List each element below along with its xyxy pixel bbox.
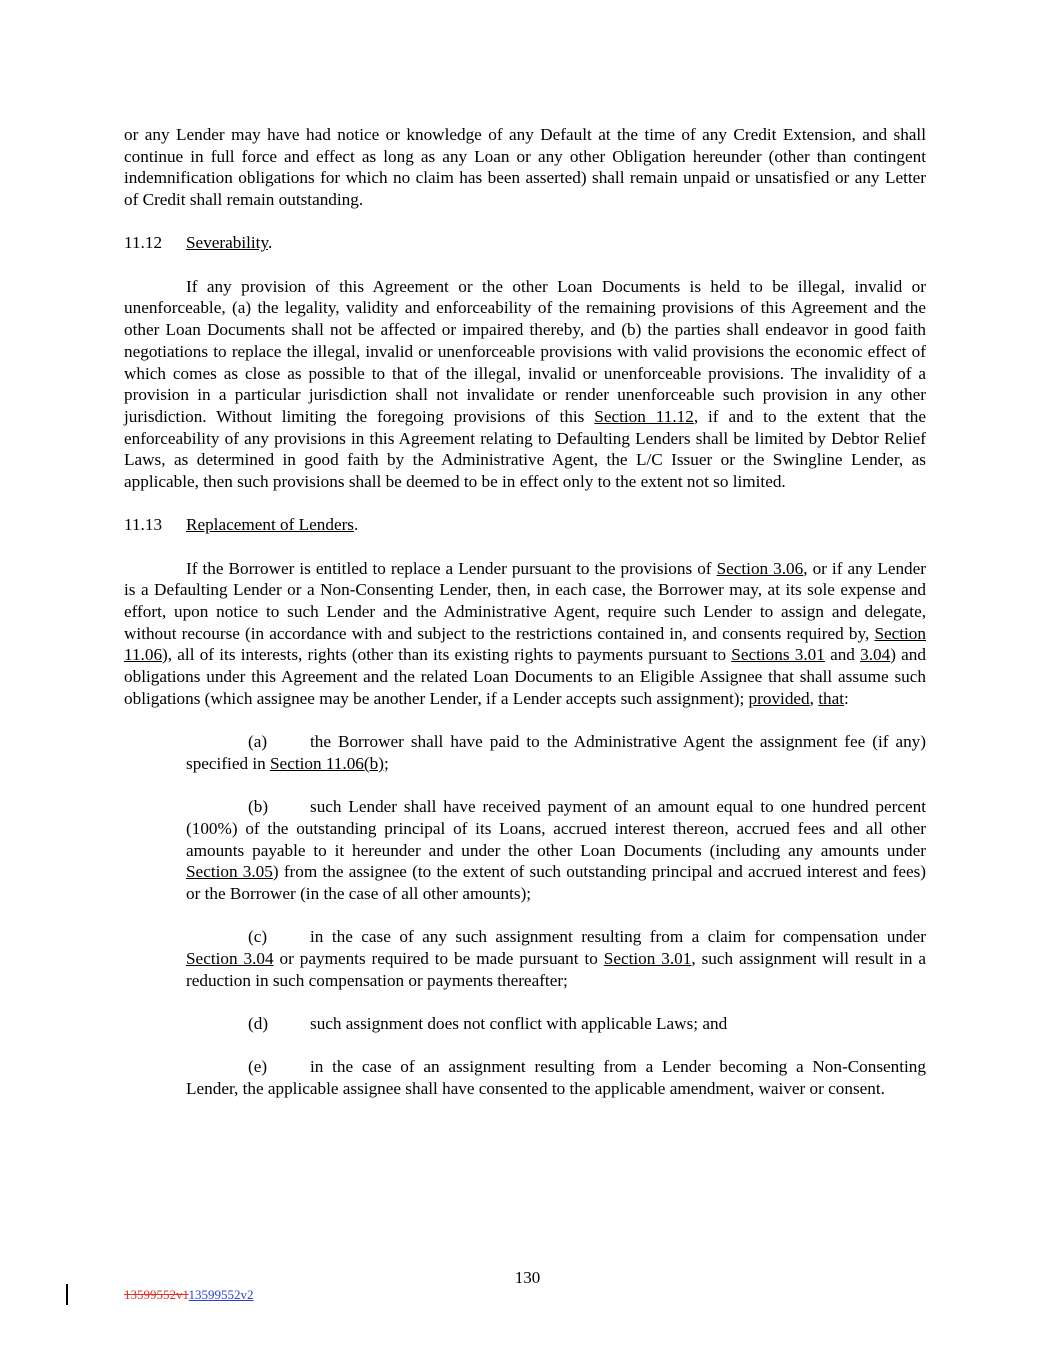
- section-heading-11-13: 11.13 Replacement of Lenders.: [124, 515, 359, 535]
- list-item-a: (a) the Borrower shall have paid to the Administrative Agent the assignment fee (if any) specified in Section 11.06(b);: [186, 732, 926, 773]
- section-number: 11.12: [124, 233, 163, 253]
- page-number: 130: [514, 1268, 541, 1287]
- cross-reference: Section 11.06(b): [270, 753, 384, 773]
- cross-reference: Section 3.04: [186, 948, 274, 968]
- list-item-d: (d) such assignment does not conflict with applicable Laws; and: [248, 1013, 728, 1033]
- cross-reference: Section 3.05: [186, 862, 273, 882]
- section-number: 11.13: [124, 515, 163, 535]
- section-heading-11-12: 11.12 Severability.: [124, 233, 273, 253]
- list-item-e: (e) in the case of an assignment resulting from a Lender becoming a Non-Consenting Lender, the applicable assignee shall have consented to the applicable amendment, waiver or consent.: [186, 1057, 926, 1098]
- item-label: (d): [248, 1013, 269, 1033]
- item-label: (a): [248, 732, 268, 752]
- replacement-paragraph: If the Borrower is entitled to replace a Lender pursuant to the provisions of Section 3.06, or if any Lender is a Defaulting Lender or a Non-Consenting Lender, then, in each case, the Borrower may, at its sole expense and effort, upon notice to such Lender and the Administrative Agent, require such Lender to assign and delegate, without recourse (in accordance with and subject to the restrictions contained in, and consents required by, Section 11.06), all of its interests, rights (other than its existing rights to payments pursuant to Sections 3.01 and 3.04) and obligations under this Agreement and the related Loan Documents to an Eligible Assignee that shall assume such obligations (which assignee may be another Lender, if a Lender accepts such assignment); provided, that:: [124, 558, 926, 708]
- proviso: provided: [748, 688, 810, 708]
- document-id: [124, 1287, 254, 1303]
- section-title: Replacement of Lenders: [186, 515, 354, 535]
- intro-paragraph: or any Lender may have had notice or knowledge of any Default at the time of any Credit Extension, and shall continue in full force and effect as long as any Loan or any other Obligation hereunder (other than contingent indemnification obligations for which no claim has been asserted) shall remain unpaid or unsatisfied or any Letter of Credit shall remain outstanding.: [124, 125, 926, 210]
- cross-reference: Section 3.06: [716, 558, 804, 578]
- revision-change-bar: [66, 1284, 68, 1305]
- cross-reference: Section 3.01: [603, 948, 692, 968]
- list-item-c: (c) in the case of any such assignment resulting from a claim for compensation under Section 3.04 or payments required to be made pursuant to Section 3.01, such assignment will result in a reduction in such compensation or payments thereafter;: [186, 927, 927, 990]
- severability-paragraph: If any provision of this Agreement or the other Loan Documents is held to be illegal, invalid or unenforceable, (a) the legality, validity and enforceability of the remaining provisions of this Agreement and the other Loan Documents shall not be affected or impaired thereby, and (b) the parties shall endeavor in good faith negotiations to replace the illegal, invalid or unenforceable provisions with valid provisions the economic effect of which comes as close as possible to that of the illegal, invalid or unenforceable provisions. The invalidity of a provision in a particular jurisdiction shall not invalidate or render unenforceable such provision in any other jurisdiction. Without limiting the foregoing provisions of this Section 11.12, if and to the extent that the enforceability of any provisions in this Agreement relating to Defaulting Lenders shall be limited by Debtor Relief Laws, as determined in good faith by the Administrative Agent, the L/C Issuer or the Swingline Lender, as applicable, then such provisions shall be deemed to be in effect only to the extent not so limited.: [124, 276, 926, 492]
- list-item-b: (b) such Lender shall have received payment of an amount equal to one hundred percent (100%) of the outstanding principal of its Loans, accrued interest thereon, accrued fees and all other amounts payable to it hereunder and under the other Loan Documents (including any amounts under Section 3.05) from the assignee (to the extent of such outstanding principal and accrued interest and fees) or the Borrower (in the case of all other amounts);: [186, 797, 926, 903]
- document-id-old: 13599552v1: [124, 1287, 189, 1302]
- cross-reference: Section 11.06: [124, 623, 926, 665]
- cross-reference: Section 11.12: [594, 406, 694, 426]
- document-id-new: 13599552v2: [188, 1287, 254, 1302]
- item-label: (c): [248, 927, 268, 947]
- document-page: [124, 124, 926, 1117]
- cross-reference: Sections 3.01: [731, 645, 825, 665]
- proviso: that: [818, 688, 845, 708]
- section-title: Severability: [186, 233, 268, 253]
- cross-reference: 3.04: [860, 645, 891, 665]
- item-label: (b): [248, 797, 269, 817]
- item-label: (e): [248, 1057, 268, 1077]
